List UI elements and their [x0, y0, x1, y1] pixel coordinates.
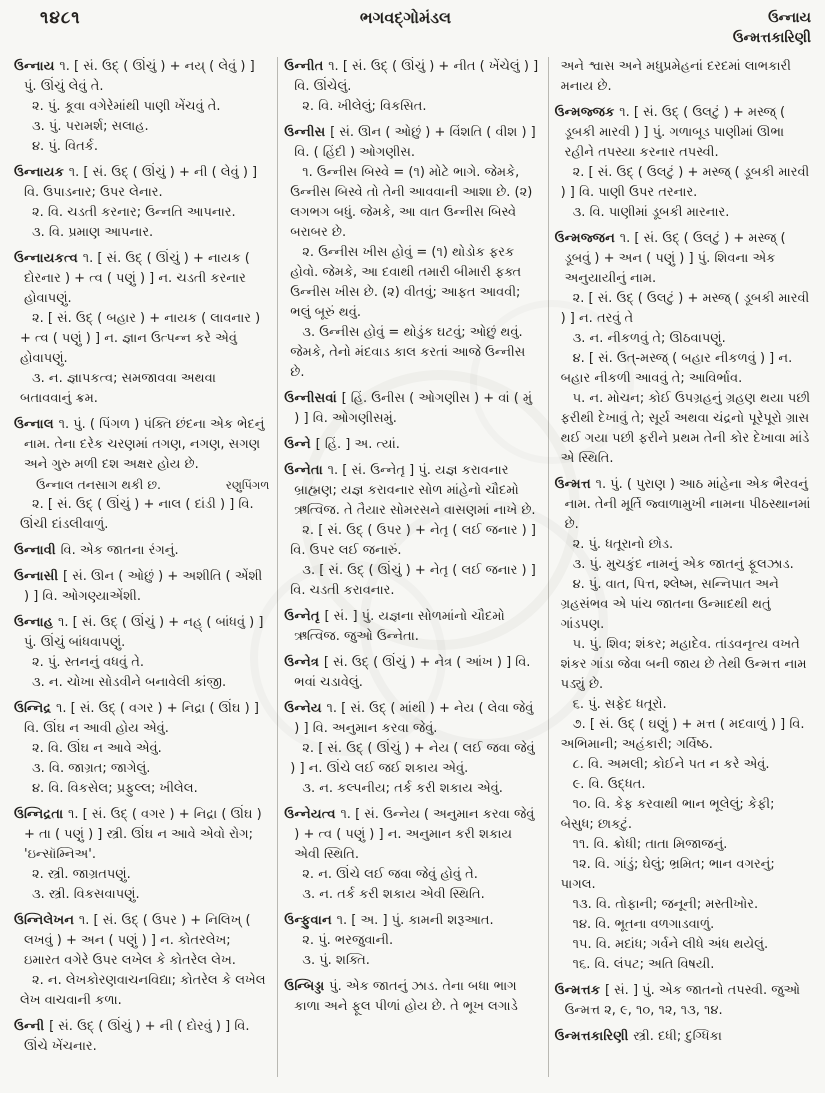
- headword: ઉન્મત્તક: [554, 982, 605, 998]
- dict-entry: ઉન્નેયત્વ ૧. [ સં. ઉન્નેય ( અનુમાન કરવા જેવું ) + ત્વ ( પણું ) ] ન. અનુમાન કરી શકાય એવી સ્થિતિ.: [284, 806, 535, 862]
- headword: ઉન્મજ્જન: [554, 230, 620, 246]
- dict-entry: ઉન્નાલ ૧. પું. ( પિંગળ ) પંક્તિ છંદના એક ભેદનું નામ. તેના દરેક ચરણમાં તગણ, નગણ, સગણ અને ગુરુ મળી દશ અક્ષર હોય છે.: [14, 416, 265, 472]
- dict-entry: ઉન્ને [ હિં. ] અ. ત્યાં.: [284, 436, 400, 452]
- headword: ઉન્નાહ: [14, 614, 58, 630]
- headword: ઉન્નેય: [284, 700, 327, 716]
- sense-line: ૯. વિ. ઉદ્ધત.: [572, 776, 646, 792]
- sense-line: ૩. પું. પરામર્શ; સલાહ.: [32, 118, 149, 134]
- sense-line: ૨. પું. ભરજુવાની.: [302, 932, 394, 948]
- dict-entry: ઉન્નાયકત્વ ૧. [ સં. ઉદ્ ( ઊંચું ) + નાયક ( દોરનાર ) + ત્વ ( પણું ) ] ન. ચડતી કરનાર હોવાપણું.: [14, 250, 250, 306]
- dict-entry: ઉન્નિલેખન ૧. [ સં. ઉદ્ ( ઉપર ) + નિલિખ્ ( લખવું ) + અન ( પણું ) ] ન. કોતરલેખ; ઇમારત વગેરે ઉપર લખેલ કે કોતરેલ લેખ.: [14, 912, 251, 968]
- sense-line: ૨. [ સં. ઉદ્ ( ઉલટું ) + મસ્જ્ ( ડૂબકી મારવી ) ] ન. તરવું તે: [560, 290, 810, 326]
- sense-line: ૫. ન. મોચન; કોઈ ઉપગ્રહનું ગ્રહણ થયા પછી ફરીથી દેખાવું તે; સૂર્ય અથવા ચંદ્રનો પૂરેપૂરો ગ્રાસ થઈ ગયા પછી ફરીને પ્રથમ તેની કોર દેખાવા માંડે એ સ્થિતિ.: [560, 390, 811, 466]
- sense-line: ૬. પું. સફેદ ધતૂરો.: [572, 696, 667, 712]
- page-header: [0, 0, 825, 51]
- column-3: [549, 57, 819, 1077]
- headword: ઉન્મત્તકારિણી: [554, 1028, 634, 1044]
- column-2: [278, 57, 548, 1077]
- sense-line: ૫. પું. શિવ; શંકર; મહાદેવ. તાંડવનૃત્ય વખતે શંકર ગાંડા જેવા બની જાય છે તેથી ઉન્મત્ત નામ પડ્યું છે.: [560, 636, 807, 692]
- sense-line: ૧૬. વિ. લંપટ; અતિ વિષયી.: [572, 956, 715, 972]
- sense-line: ૧૫. વિ. મદાંધ; ગર્વને લીધે અંધ થયેલું.: [572, 936, 769, 952]
- sense-line: ૧૩. વિ. તોફાની; જનૂની; મસ્તીખોર.: [572, 896, 759, 912]
- citation-source: રણુપિંગળ: [225, 477, 270, 492]
- guide-word-last: ઉન્મત્તકારિણી: [732, 30, 811, 47]
- headword: ઉન્નાવી: [14, 542, 61, 558]
- dict-entry: ઉન્નેતૃ [ સં. ] પું. યજ્ઞના સોળમાંનો ચૌદમો ઋત્વિજ. જુઓ ઉન્નેતા.: [284, 608, 505, 644]
- headword: ઉન્નાયક: [14, 164, 69, 180]
- dict-entry: ઉન્મત્તક [ સં. ] પું. એક જાતનો તપસ્વી. જુઓ ઉન્મત્ત ૨, ૯, ૧૦, ૧૨, ૧૩, ૧૪.: [554, 982, 801, 1018]
- headword: ઉન્નીસ: [284, 124, 331, 140]
- headword: ઉન્નાયકત્વ: [14, 250, 83, 266]
- sense-line: ૨. ઉન્નીસ ખીસ હોવું = (૧) થોડોક ફરક હોવો. જેમકે, આ દવાથી તમારી બીમારી ફક્ત ઉન્નીસ ખીસ છે. (૨) વીતવું; આફત આવવી; ભલું બૂરું થવું.: [290, 244, 522, 320]
- sense-line: ૨. સ્ત્રી. જાગ્રતપણું.: [32, 866, 131, 882]
- sense-line: ૨. [ સં. ઉદ્ ( બહાર ) + નાયક ( લાવનાર ) + ત્વ ( પણું ) ] ન. જ્ઞાન ઉત્પન્ન કરે એવું હોવાપણું.: [20, 310, 261, 366]
- dict-entry: ઉન્નીત ૧. [ સં. ઉદ્ ( ઊંચું ) + નીત ( ખેંચેલું ) ] વિ. ઊંચેલું.: [284, 58, 539, 94]
- sense-line: ૭. [ સં. ઉદ્ ( ઘણું ) + મત્ત ( મદવાળું ) ] વિ. અભિમાની; અહંકારી; ગર્વિષ્ઠ.: [560, 716, 805, 752]
- sense-line: ૩. પું. શક્તિ.: [302, 952, 370, 968]
- headword: ઉન્નેત્ર: [284, 654, 324, 670]
- dict-entry: ઉન્નીસ [ સં. ઊન ( ઓછું ) + વિંશતિ ( વીશ ) ] વિ. ( હિંદી ) ઓગણીસ.: [284, 124, 536, 160]
- dict-entry: ઉન્ની [ સં. ઉદ્ ( ઊંચું ) + ની ( દોરવું ) ] વિ. ઊંચે ખેંચનાર.: [14, 1018, 250, 1054]
- sense-line: ૩. [ સં. ઉદ્ ( ઊંચું ) + નેતૃ ( લઈ જનાર ) ] વિ. ચડતી કરાવનાર.: [290, 562, 536, 598]
- sense-line: ૨. પું. ધતૂરાનો છોડ.: [572, 536, 674, 552]
- dict-entry: ઉન્નિદ્ર ૧. [ સં. ઉદ્ ( વગર ) + નિદ્રા ( ઊંઘ ) ] વિ. ઊંઘ ન આવી હોય એવું.: [14, 700, 259, 736]
- sense-line: ૩. ઉન્નીસ હોવું = થોડુંક ઘટવું; ઓછું થવું. જેમકે, તેનો મંદવાડ કાલ કરતાં આજે ઉન્નીસ છે.: [290, 324, 526, 380]
- dict-entry: ઉન્નાસી [ સં. ઊન ( ઓછું ) + અશીતિ ( એંશી ) ] વિ. ઓગણ્યાએંશી.: [14, 568, 263, 604]
- text-columns: [0, 51, 825, 1077]
- headword: ઉન્નિદ્ર: [14, 700, 56, 716]
- sense-line: ૧૦. વિ. કેફ કરવાથી ભાન ભૂલેલું; કેફી; બેસુધ; છાકટું.: [560, 796, 775, 832]
- headword: ઉન્મજ્જક: [554, 104, 620, 120]
- sense-line: ૨. ન. લેખકોરણવાચનવિદ્યા; કોતરેલ કે લખેલ લેખ વાચવાની કળા.: [20, 972, 266, 1008]
- dict-entry: ઉન્મજ્જક ૧. [ સં. ઉદ્ ( ઉલટું ) + મસ્જ્ ( ડૂબકી મારવી ) ] પું. ગળાબૂડ પાણીમાં ઊભા રહીને તપસ્યા કરનાર તપસ્વી.: [554, 104, 786, 160]
- dict-entry: ઉન્નાવી વિ. એક જાતના રંગનું.: [14, 542, 179, 558]
- dict-entry: ઉન્બિડ્ડા પું. એક જાતનું ઝાડ. તેના બધા ભાગ કાળા અને ફૂલ પીળાં હોય છે. તે ભૂખ લગાડે: [284, 978, 518, 1014]
- page-number: ૧૪૮૧: [40, 8, 81, 28]
- sense-line: ૨. [ સં. ઉદ્ ( ઊંચું ) + નેય ( લઈ જવા જેવું ) ] ન. ઊંચે લઈ જઈ શકાય એવું.: [290, 740, 535, 776]
- sense-line: ૧૧. વિ. ક્રોધી; તાતા મિજાજનું.: [572, 836, 728, 852]
- headword: ઉન્નિદ્રતા: [14, 806, 68, 822]
- sense-line: ૨. [ સં. ઉદ્ ( ઉલટું ) + મસ્જ્ ( ડૂબકી મારવી ) ] વિ. પાણી ઉપર તરનાર.: [560, 164, 810, 200]
- dict-entry: ઉન્મત્તકારિણી સ્ત્રી. દધી; દુગ્ધિકા: [554, 1028, 722, 1044]
- sense-line: ૪. પું. વિતર્ક.: [32, 138, 98, 154]
- headword: ઉન્નીત: [284, 58, 329, 74]
- sense-line: ૩. ન. જ્ઞાપકત્વ; સમજાવવા અથવા બતાવવાનું ક્રમ.: [20, 370, 216, 406]
- headword: ઉન્ફુવાન: [284, 912, 337, 928]
- sense-line: ૩. સ્ત્રી. વિકસવાપણું.: [32, 886, 140, 902]
- continuation-text: અને શ્વાસ અને મધુપ્રમેહનાં દરદમાં લાભકારી મનાય છે.: [560, 58, 791, 94]
- guide-words: [611, 8, 811, 49]
- sense-line: ૮. વિ. અમલી; કોઈને પત ન કરે એવું.: [572, 756, 770, 772]
- sense-line: ૨. [ સં. ઉદ્ ( ઉપર ) + નેતૃ ( લઈ જનાર ) ] વિ. ઉપર લઈ જનારું.: [290, 522, 536, 558]
- sense-line: ૪. વિ. વિકસેલ; પ્રફુલ્લ; ખીલેલ.: [32, 780, 198, 796]
- headword: ઉન્નેયત્વ: [284, 806, 341, 822]
- sense-line: ૨. પું. કૂવા વગેરેમાંથી પાણી ખેંચવું તે.: [32, 98, 221, 114]
- citation-text: ઉન્નાલ તનસાગ થકી છ.: [36, 476, 161, 492]
- sense-line: ૩. ન. કલ્પનીય; તર્ક કરી શકાય એવું.: [302, 780, 503, 796]
- sense-line: ૩. વિ. જાગ્રત; જાગેલું.: [32, 760, 151, 776]
- dict-entry: ઉન્નાય ૧. [ સં. ઉદ્ ( ઊંચું ) + નય્ ( લેવું ) ] પું. ઊંચું લેવું તે.: [14, 58, 255, 94]
- sense-line: ૨. વિ. ઊંઘ ન આવે એવું.: [32, 740, 162, 756]
- dict-entry: ઉન્નેત્ર [ સં. ઉદ્ ( ઊંચું ) + નેત્ર ( આંખ ) ] વિ. ભવાં ચડાવેલું.: [284, 654, 531, 690]
- dict-entry: ઉન્નિદ્રતા ૧. [ સં. ઉદ્ ( વગર ) + નિદ્રા ( ઊંઘ ) + તા ( પણું ) ] સ્ત્રી. ઊંઘ ન આવે એવો રોગ; 'ઇન્સૉમ્નિઅ'.: [14, 806, 262, 862]
- headword: ઉન્નાસી: [14, 568, 63, 584]
- sense-line: ૪. [ સં. ઉત્-મસ્જ્ ( બહાર નીકળવું ) ] ન. બહાર નીકળી આવવું તે; આવિર્ભાવ.: [560, 350, 793, 386]
- sense-line: ૩. ન. તર્ક કરી શકાય એવી સ્થિતિ.: [302, 886, 485, 902]
- headword: ઉન્ને: [284, 436, 316, 452]
- dict-entry: ઉન્મત્ત ૧. પું. ( પુરાણ ) આઠ માંહેના એક ભૈરવનું નામ. તેની મૂર્તિ જ્વાળામુખી નામના પીઠસ્થાનમાં છે.: [554, 476, 811, 532]
- sense-line: ૨. વિ. ખીલેલું; વિકસિત.: [302, 98, 427, 114]
- sense-line: ૩. વિ. પ્રમાણ આપનાર.: [32, 224, 154, 240]
- headword: ઉન્નીસવાં: [284, 390, 342, 406]
- headword: ઉન્નેતા: [284, 462, 328, 478]
- sense-line: ૩. ન. ચોખા સોડવીને બનાવેલી કાંજી.: [32, 674, 227, 690]
- sense-line: ૨. ન. ઊંચે લઈ જવા જેવું હોવું તે.: [302, 866, 478, 882]
- sense-line: ૨. [ સં. ઉદ્ ( ઊંચું ) + નાલ ( દાંડી ) ] વિ. ઊંચી દાંડલીવાળું.: [20, 496, 254, 532]
- sense-line: ૩. વિ. પાણીમાં ડૂબકી મારનાર.: [572, 204, 730, 220]
- headword: ઉન્મત્ત: [554, 476, 596, 492]
- sense-line: ૪. પું. વાત, પિત્ત, શ્લેષ્મ, સન્નિપાત અને ગ્રહસંભવ એ પાંચ જાતના ઉન્માદથી થતું ગાંડપણ.: [560, 576, 779, 632]
- headword: ઉન્બિડ્ડા: [284, 978, 330, 994]
- headword: ઉન્નેતૃ: [284, 608, 325, 624]
- headword: ઉન્નિલેખન: [14, 912, 79, 928]
- dict-entry: ઉન્નાહ ૧. [ સં. ઉદ્ ( ઊંચું ) + નહ્ ( બાંધવું ) ] પું. ઊંચું બાંધવાપણું.: [14, 614, 264, 650]
- sense-line: ૨. વિ. ચડતી કરનાર; ઉન્નતિ આપનાર.: [32, 204, 236, 220]
- headword: ઉન્નાય: [14, 58, 60, 74]
- dict-entry: ઉન્નેતા ૧. [ સં. ઉન્નેતૃ ] પું. યજ્ઞ કરાવનાર બ્રાહ્મણ; યજ્ઞ કરાવનાર સોળ માંહેનો ચૌદમો ઋત્વિજ. તે તૈયાર સોમરસને વાસણમાં નાખે છે.: [284, 462, 536, 518]
- sense-line: ૧૪. વિ. ભૂતના વળગાડવાળું.: [572, 916, 715, 932]
- headword: ઉન્ની: [14, 1018, 50, 1034]
- headword: ઉન્નાલ: [14, 416, 59, 432]
- citation: [14, 475, 269, 495]
- sense-line: ૧. ઉન્નીસ બિસ્વે = (૧) મોટે ભાગે. જેમકે, ઉન્નીસ બિસ્વે તો તેની આવવાની આશા છે. (૨) લગભગ બધું. જેમકે, આ વાત ઉન્નીસ બિસ્વે બરાબર છે.: [290, 164, 533, 240]
- guide-word-first: ઉન્નાય: [768, 10, 811, 26]
- dict-entry: ઉન્ફુવાન ૧. [ અ. ] પું. કામની શરૂઆત.: [284, 912, 494, 928]
- book-title: ભગવદ્ગોમંડલ: [359, 8, 452, 27]
- sense-line: ૧૨. વિ. ગાંડું; ઘેલું; ભ્રમિત; ભાન વગરનું; પાગલ.: [560, 856, 775, 892]
- dict-entry: ઉન્નાયક ૧. [ સં. ઉદ્ ( ઊંચું ) + ની ( લેવું ) ] વિ. ઉપાડનાર; ઉપર લેનાર.: [14, 164, 258, 200]
- dict-entry: ઉન્મજ્જન ૧. [ સં. ઉદ્ ( ઉલટું ) + મસ્જ્ ( ડૂબવું ) + અન ( પણું ) ] પું. શિવના એક અનુયાયીનું નામ.: [554, 230, 786, 286]
- sense-line: ૩. ન. નીકળવું તે; ઊઠવાપણું.: [572, 330, 726, 346]
- sense-line: ૨. પું. સ્તનનું વધવું તે.: [32, 654, 145, 670]
- dict-entry: ઉન્નેય ૧. [ સં. ઉદ્ ( માંથી ) + નેય ( લેવા જેવું ) ] વિ. અનુમાન કરવા જેવું.: [284, 700, 534, 736]
- column-1: [8, 57, 278, 1077]
- dict-entry: ઉન્નીસવાં [ હિં. ઉનીસ ( ઓગણીસ ) + વાં ( મું ) ] વિ. ઓગણીસમું.: [284, 390, 533, 426]
- sense-line: ૩. પું. મુચકુંદ નામનું એક જાતનું ફૂલઝાડ.: [572, 556, 794, 572]
